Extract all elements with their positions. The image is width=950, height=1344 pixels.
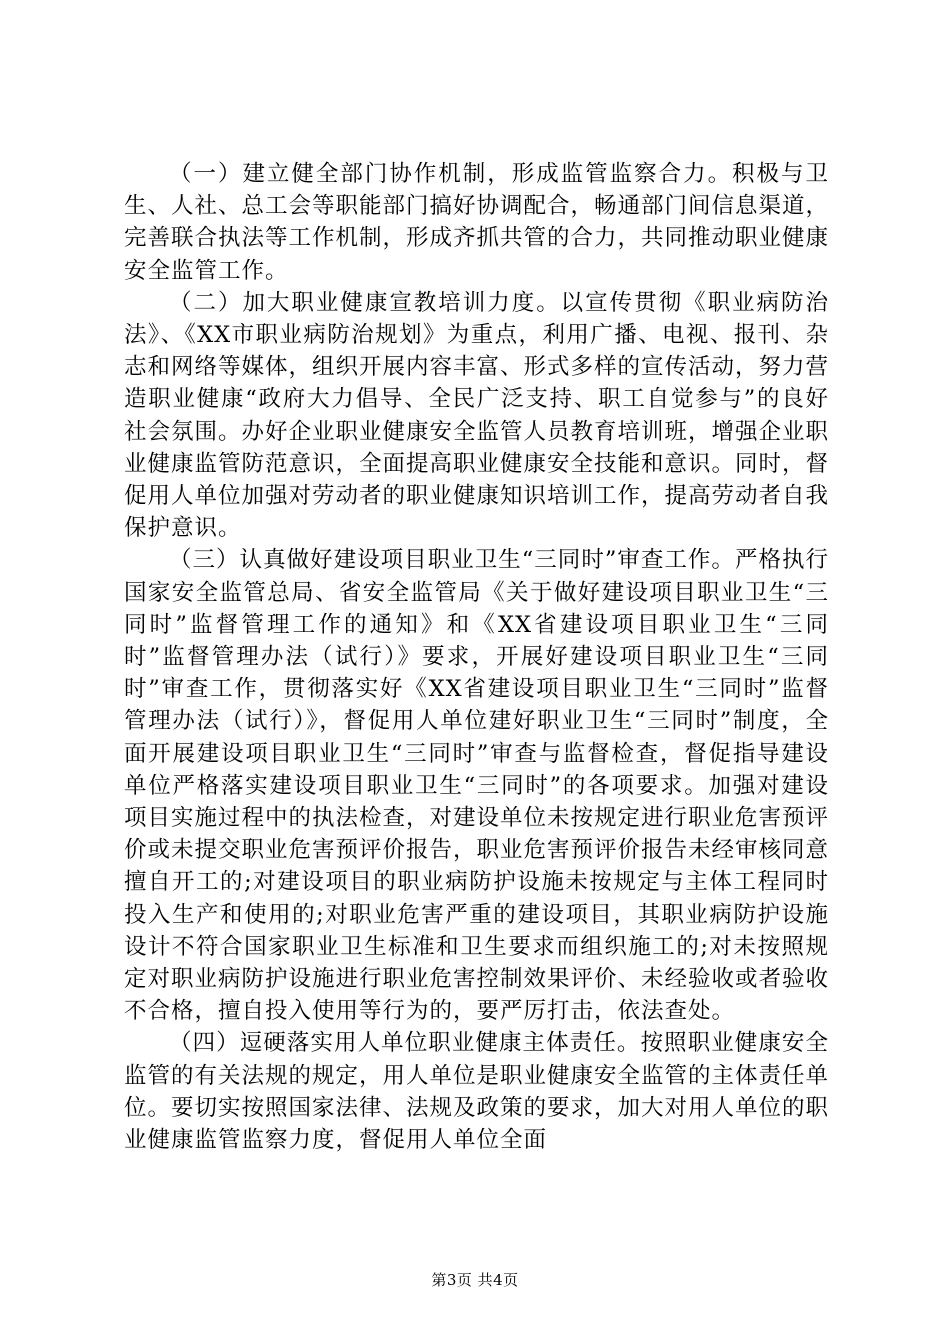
paragraph-employer-responsibility: （四）逗硬落实用人单位职业健康主体责任。按照职业健康安全监管的有关法规的规定，用人单位是职业健康安全监管的主体责任单位。要切实按照国家法律、法规及政策的要求，加大对用人单位的职业健康监管监察力度，督促用人单位全面 (124, 1030, 830, 1154)
paragraph-coordination-mechanism: （一）建立健全部门协作机制，形成监管监察合力。积极与卫生、人社、总工会等职能部门搞好协调配合，畅通部门间信息渠道，完善联合执法等工作机制，形成齐抓共管的合力，共同推动职业健康安全监管工作。 (124, 161, 830, 284)
document-body (124, 158, 829, 1156)
paragraph-publicity-training: （二）加大职业健康宣教培训力度。以宣传贯彻《职业病防治法》、《XX市职业病防治规划》为重点，利用广播、电视、报刊、杂志和网络等媒体，组织开展内容丰富、形式多样的宣传活动，努力营造职业健康“政府大力倡导、全民广泛支持、职工自觉参与”的良好社会氛围。办好企业职业健康安全监管人员教育培训班，增强企业职业健康监管防范意识，全面提高职业健康安全技能和意识。同时，督促用人单位加强对劳动者的职业健康知识培训工作，提高劳动者自我保护意识。 (124, 289, 830, 542)
page-number-footer: 第3页 共4页 (431, 1271, 519, 1289)
paragraph-three-simultaneity-review: （三）认真做好建设项目职业卫生“三同时”审查工作。严格执行国家安全监管总局、省安全监管局《关于做好建设项目职业卫生“三同时”监督管理工作的通知》和《XX省建设项目职业卫生“三同时”监督管理办法（试行）》要求，开展好建设项目职业卫生“三同时”审查工作，贯彻落实好《XX省建设项目职业卫生“三同时”监督管理办法（试行）》，督促用人单位建好职业卫生“三同时”制度，全面开展建设项目职业卫生“三同时”审查与监督检查，督促指导建设单位严格落实建设项目职业卫生“三同时”的各项要求。加强对建设项目实施过程中的执法检查，对建设单位未按规定进行职业危害预评价或未提交职业危害预评价报告，职业危害预评价报告未经审核同意擅自开工的;对建设项目的职业病防护设施未按规定与主体工程同时投入生产和使用的;对职业危害严重的建设项目，其职业病防护设施设计不符合国家职业卫生标准和卫生要求而组织施工的;对未按照规定对职业病防护设施进行职业危害控制效果评价、未经验收或者验收不合格，擅自投入使用等行为的，要严厉打击，依法查处。 (124, 547, 830, 1025)
